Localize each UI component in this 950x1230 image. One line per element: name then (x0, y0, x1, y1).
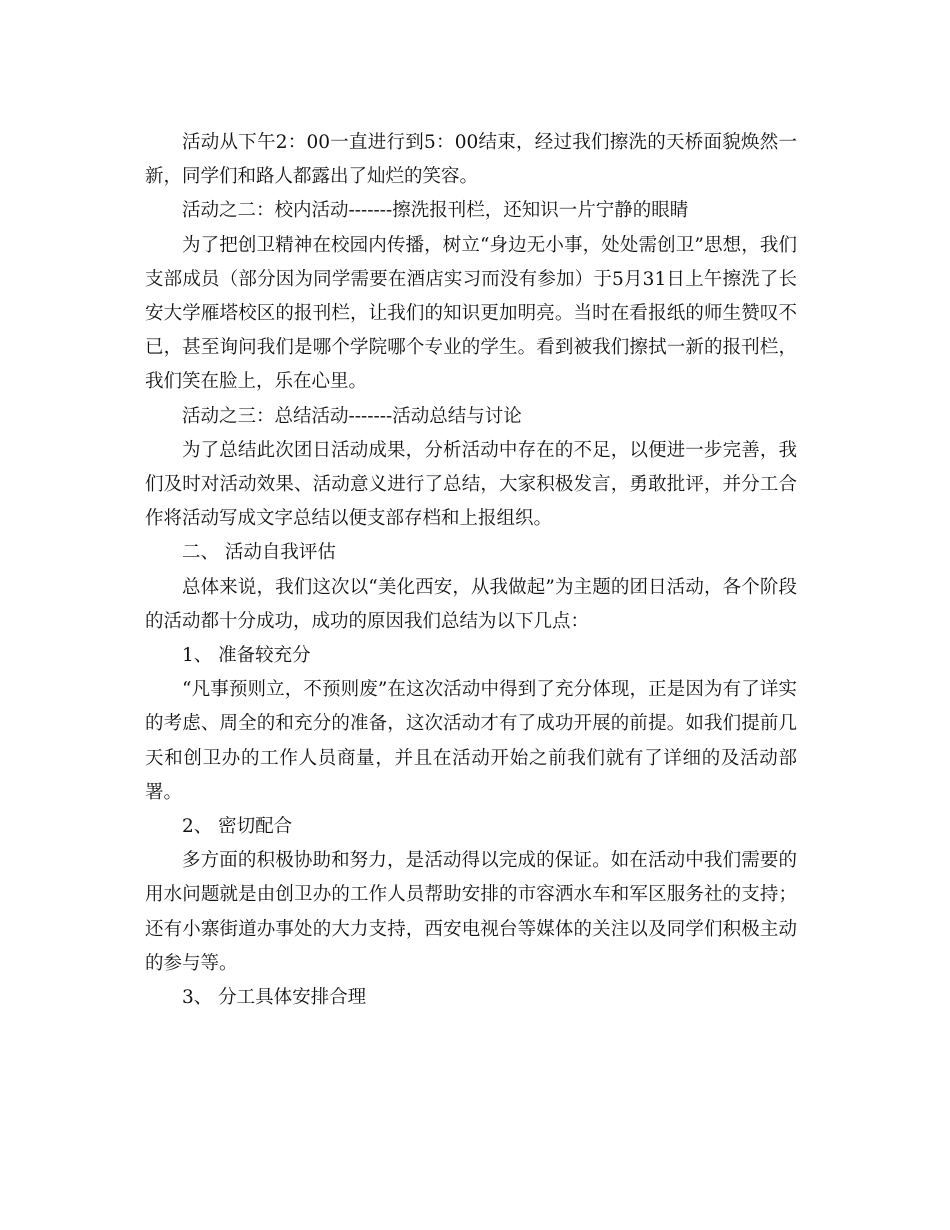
heading-activity-three: 活动之三：总结活动-------活动总结与讨论 (182, 405, 522, 427)
paragraph-self-evaluation: 总体来说，我们这次以“美化西安，从我做起”为主题的团日活动，各个阶段的活动都十分成功，成功的原因我们总结为以下几点： (145, 576, 797, 632)
list-item-cooperation: 2、 密切配合 (182, 816, 293, 838)
heading-activity-two: 活动之二：校内活动-------擦洗报刊栏，还知识一片宁静的眼睛 (182, 200, 689, 222)
heading-self-evaluation: 二、 活动自我评估 (182, 542, 336, 564)
list-item-division-of-labor: 3、 分工具体安排合理 (182, 987, 367, 1009)
paragraph-activity-three: 为了总结此次团日活动成果，分析活动中存在的不足，以便进一步完善，我们及时对活动效果、活动意义进行了总结，大家积极发言，勇敢批评，并分工合作将活动写成文字总结以便支部存档和上报组织。 (145, 439, 797, 530)
paragraph-activity-two: 为了把创卫精神在校园内传播，树立“身边无小事，处处需创卫”思想，我们支部成员（部分因为同学需要在酒店实习而没有参加）于5月31日上午擦洗了长安大学雁塔校区的报刊栏，让我们的知识更加明亮。当时在看报纸的师生赞叹不已，甚至询问我们是哪个学院哪个专业的学生。看到被我们擦拭一新的报刊栏，我们笑在脸上，乐在心里。 (145, 234, 797, 393)
paragraph-activity-time: 活动从下午2：00一直进行到5：00结束，经过我们擦洗的天桥面貌焕然一新，同学们和路人都露出了灿烂的笑容。 (145, 132, 797, 188)
document-page (145, 126, 797, 1015)
paragraph-cooperation: 多方面的积极协助和努力，是活动得以完成的保证。如在活动中我们需要的用水问题就是由创卫办的工作人员帮助安排的市容洒水车和军区服务社的支持；还有小寨街道办事处的大力支持，西安电视台等媒体的关注以及同学们积极主动的参与等。 (145, 850, 797, 974)
list-item-preparation: 1、 准备较充分 (182, 645, 311, 667)
paragraph-preparation: “凡事预则立，不预则废”在这次活动中得到了充分体现，正是因为有了详实的考虑、周全的和充分的准备，这次活动才有了成功开展的前提。如我们提前几天和创卫办的工作人员商量，并且在活动开始之前我们就有了详细的及活动部署。 (145, 679, 797, 803)
